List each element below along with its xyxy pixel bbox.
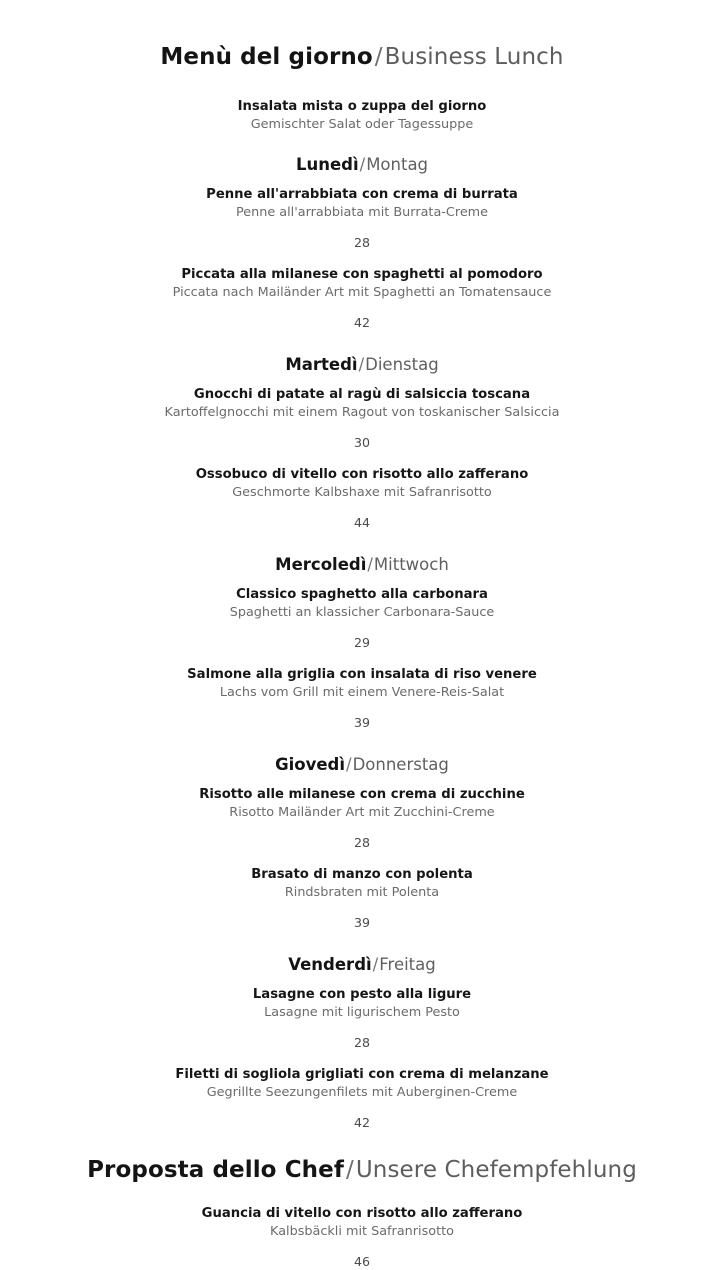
dish-item <box>40 866 684 931</box>
dish-price: 28 <box>353 835 371 850</box>
day-heading-italian: Mercoledì <box>275 555 367 574</box>
page-title-separator: / <box>374 44 383 70</box>
day-heading-martedi <box>40 354 684 376</box>
dish-price: 30 <box>353 435 371 450</box>
day-heading-separator: / <box>367 555 373 574</box>
dish-italian: Risotto alle milanese con crema di zucchine <box>199 787 525 802</box>
dish-item <box>40 1066 684 1131</box>
chef-title-italian: Proposta dello Chef <box>87 1157 344 1183</box>
dish-italian: Classico spaghetto alla carbonara <box>236 587 488 602</box>
dish-italian: Ossobuco di vitello con risotto allo zafferano <box>195 467 529 482</box>
day-heading-mercoledi <box>40 554 684 576</box>
day-heading-giovedi <box>40 754 684 776</box>
day-heading-italian: Venderdì <box>288 955 372 974</box>
day-heading-german: Dienstag <box>365 355 439 374</box>
dish-price: 46 <box>353 1254 371 1269</box>
dish-item <box>40 186 684 251</box>
dish-german: Spaghetti an klassicher Carbonara-Sauce <box>229 605 495 620</box>
dish-german: Gegrillte Seezungenfilets mit Auberginen-Creme <box>206 1085 518 1100</box>
dish-italian: Gnocchi di patate al ragù di salsiccia toscana <box>193 387 531 402</box>
dish-german: Penne all'arrabbiata mit Burrata-Creme <box>235 205 489 220</box>
chef-title-separator: / <box>345 1157 354 1183</box>
dish-italian: Guancia di vitello con risotto allo zafferano <box>201 1206 523 1221</box>
dish-item <box>40 386 684 451</box>
page-title-italian: Menù del giorno <box>160 44 373 70</box>
dish-italian: Filetti di sogliola grigliati con crema di melanzane <box>175 1067 549 1082</box>
dish-price: 44 <box>353 515 371 530</box>
dish-italian: Salmone alla griglia con insalata di riso venere <box>187 667 537 682</box>
starter-german: Gemischter Salat oder Tagessuppe <box>250 117 474 132</box>
dish-item <box>40 666 684 731</box>
day-heading-german: Mittwoch <box>373 555 449 574</box>
dish-item <box>40 466 684 531</box>
page-title-german: Business Lunch <box>384 44 564 70</box>
dish-german: Lasagne mit ligurischem Pesto <box>264 1005 460 1020</box>
dish-item <box>40 586 684 651</box>
dish-item <box>40 786 684 851</box>
dish-german: Piccata nach Mailänder Art mit Spaghetti an Tomatensauce <box>172 285 552 300</box>
dish-german: Lachs vom Grill mit einem Venere-Reis-Salat <box>219 685 505 700</box>
day-heading-german: Freitag <box>379 955 436 974</box>
page-title <box>40 42 684 72</box>
dish-item <box>40 1205 684 1270</box>
dish-price: 39 <box>353 715 371 730</box>
day-heading-venderdi <box>40 954 684 976</box>
day-heading-separator: / <box>359 155 366 174</box>
starter-italian: Insalata mista o zuppa del giorno <box>237 99 487 114</box>
dish-italian: Lasagne con pesto alla ligure <box>252 987 472 1002</box>
dish-price: 42 <box>353 315 371 330</box>
dish-german: Risotto Mailänder Art mit Zucchini-Creme <box>229 805 495 820</box>
dish-price: 28 <box>353 235 371 250</box>
dish-german: Kartoffelgnocchi mit einem Ragout von toskanischer Salsiccia <box>164 405 560 420</box>
dish-price: 29 <box>353 635 371 650</box>
day-heading-italian: Martedì <box>285 355 358 374</box>
chef-title-german: Unsere Chefempfehlung <box>355 1157 637 1183</box>
dish-item <box>40 986 684 1051</box>
dish-price: 28 <box>353 1035 371 1050</box>
dish-italian: Penne all'arrabbiata con crema di burrata <box>206 187 518 202</box>
day-heading-italian: Lunedì <box>295 155 359 174</box>
day-heading-separator: / <box>372 955 379 974</box>
day-heading-separator: / <box>358 355 365 374</box>
day-heading-separator: / <box>346 755 352 774</box>
dish-italian: Brasato di manzo con polenta <box>251 867 473 882</box>
day-heading-german: Donnerstag <box>352 755 449 774</box>
dish-item <box>40 266 684 331</box>
dish-german: Kalbsbäckli mit Safranrisotto <box>270 1224 454 1239</box>
chef-section-title <box>40 1155 684 1185</box>
day-heading-lunedi <box>40 154 684 176</box>
dish-price: 42 <box>353 1115 371 1130</box>
dish-italian: Piccata alla milanese con spaghetti al pomodoro <box>181 267 543 282</box>
dish-german: Geschmorte Kalbshaxe mit Safranrisotto <box>232 485 492 500</box>
starter-item <box>40 98 684 134</box>
day-heading-german: Montag <box>366 155 429 174</box>
dish-price: 39 <box>353 915 371 930</box>
dish-german: Rindsbraten mit Polenta <box>284 885 440 900</box>
day-heading-italian: Giovedì <box>275 755 346 774</box>
